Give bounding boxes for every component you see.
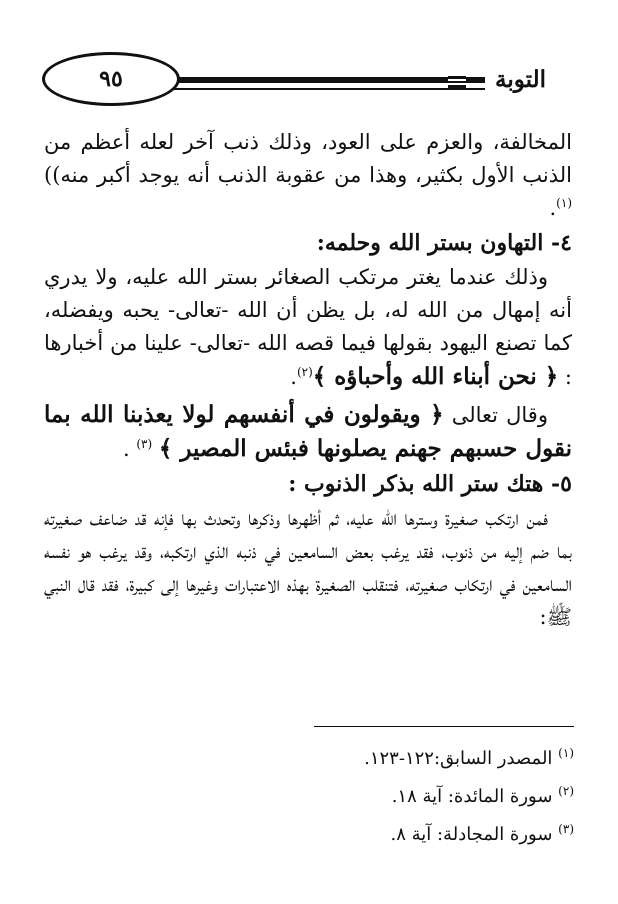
footnote-number: (٣) bbox=[558, 822, 574, 836]
footnote-marker: (١) bbox=[556, 196, 572, 210]
page-number: ٩٥ bbox=[42, 52, 180, 106]
page-header bbox=[88, 52, 556, 104]
page-body bbox=[44, 126, 572, 634]
footnote bbox=[46, 816, 574, 854]
footnote-text: سورة المجادلة: آية ٨. bbox=[390, 824, 553, 845]
paragraph-continuation bbox=[44, 126, 572, 225]
footnote-number: (١) bbox=[558, 746, 574, 760]
section-heading: ٤- التهاون بستر الله وحلمه: bbox=[316, 230, 572, 256]
running-title: التوبة bbox=[485, 60, 556, 100]
footnote-number: (٢) bbox=[558, 784, 574, 798]
footnote bbox=[46, 778, 574, 816]
paragraph-text: وذلك عندما يغتر مرتكب الصغائر بستر الله عليه، ولا يدري أنه إمهال من الله له، بل يظن أن الله -تعالى- يحبه ويفضله، كما تصنع اليهود بقولها فيما قصه الله -تعالى- علينا من أخبارها : bbox=[44, 265, 572, 389]
footnote-marker: (٣) bbox=[136, 437, 153, 451]
paragraph-text: المخالفة، والعزم على العود، وذلك ذنب آخر لعله أعظم من الذنب الأول بكثير، وهذا من عقوبة الذنب أنه يوجد أكبر منه)) bbox=[44, 130, 572, 187]
footnote-text: المصدر السابق:١٢٢-١٢٣. bbox=[364, 748, 553, 769]
footnotes bbox=[46, 740, 574, 854]
footnote-marker: (٢) bbox=[296, 365, 313, 379]
footnote-text: سورة المائدة: آية ١٨. bbox=[391, 786, 553, 807]
section-heading: ٥- هتك ستر الله بذكر الذنوب : bbox=[288, 471, 572, 497]
footnote-divider bbox=[314, 726, 574, 727]
quran-quote: ﴿ نحن أبناء الله وأحباؤه ﴾ bbox=[312, 363, 559, 390]
punctuation: . bbox=[122, 437, 130, 461]
paragraph: فمن ارتكب صغيرة وسترها الله عليه، ثم أظهرها وذكرها وتحدث بها فإنه قد ضاعف صغيرته بما ضم إليه من ذنوب، فقد يرغب بعض السامعين في ذنبه الذي ارتكبه، وقد يرغب هو نفسه السامعين في ارتكاب صغيرته، فتنقلب الصغيرة بهذه الاعتبارات وغيرها إلى كبيرة، فقد قال النبي ﷺ: bbox=[44, 506, 572, 629]
quran-quote: ﴿ ويقولون في أنفسهم لولا يعذبنا الله بما نقول حسبهم جهنم يصلونها فبئس المصير ﴾ bbox=[44, 401, 572, 462]
paragraph bbox=[44, 398, 572, 466]
punctuation: . bbox=[290, 365, 297, 389]
punctuation: . bbox=[549, 196, 557, 220]
header-ornament bbox=[448, 76, 466, 88]
footnote bbox=[46, 740, 574, 778]
paragraph bbox=[44, 261, 572, 394]
paragraph-text: وقال تعالى bbox=[451, 403, 548, 427]
